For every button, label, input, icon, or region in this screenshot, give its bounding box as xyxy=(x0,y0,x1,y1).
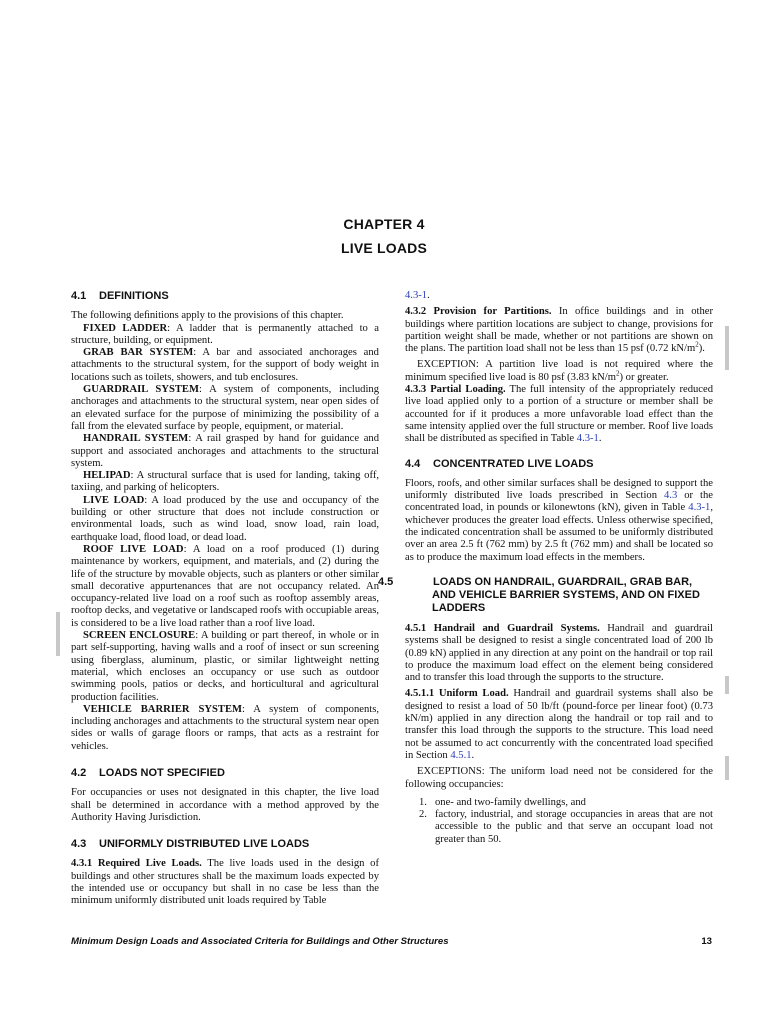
revision-bar xyxy=(725,326,729,370)
section-heading-4-3: 4.3 UNIFORMLY DISTRIBUTED LIVE LOADS xyxy=(71,838,310,851)
table-link-4-3-1[interactable]: 4.3-1 xyxy=(576,433,599,445)
paragraph-4-3-1: 4.3.1 Required Live Loads. The live loads used in the design of buildings and other structures shall be the maximum loads expected by the intended use or occupancy but shall in no case be less than the minimum uniformly distributed unit loads required by Table xyxy=(71,858,379,907)
definition-live-load: LIVE LOAD: A load produced by the use and occupancy of the building or other structure that does not include construction or environmental loads, such as wind load, snow load, rain load, earthquake load, ﬂood load, or dead load. xyxy=(71,494,379,543)
paragraph-4-3-1-continued: 4.3-1. xyxy=(405,290,430,301)
section-heading-4-4: 4.4 CONCENTRATED LIVE LOADS xyxy=(405,457,594,470)
exception-4-3-2: EXCEPTION: A partition live load is not required where the minimum speciﬁed live load is 80 psf (3.83 $kN/m^2$) or greater. xyxy=(405,359,713,383)
chapter-title: LIVE LOADS xyxy=(340,240,427,256)
definition-guardrail-system: GUARDRAIL SYSTEM: A system of components, including anchorages and attachments to the structural system, near open sides of an elevated surface for the purpose of minimizing the possibility of a fall from the elevated surface by people, equipment, or material. xyxy=(71,384,380,432)
section-heading-4-1: 4.1 DEFINITIONS xyxy=(71,290,169,302)
left-column xyxy=(71,290,379,912)
definition-grab-bar-system: GRAB BAR SYSTEM: A bar and associated anchorages and attachments to the structural system, for the support of body weight in locations such as toilets, showers, and tub enclosures. xyxy=(71,347,379,383)
revision-bar xyxy=(725,676,729,694)
definition-roof-live-load: ROOF LIVE LOAD: A load on a roof produced (1) during maintenance by workers, equipment, and materials, and (2) during the life of the structure by movable objects, such as planters or other similar small decorative appurtenances that are not occupancy related. An occupancy-related live load on a roof such as rooftop assembly areas, rooftop decks, and vegetative or landscaped roofs with occupiable areas, is considered to be a live load rather than a roof live load. xyxy=(71,543,379,629)
revision-bar xyxy=(725,756,729,780)
right-column xyxy=(378,290,713,846)
section-link-4-5-1[interactable]: 4.5.1 xyxy=(450,749,472,761)
section-heading-4-5: 4.5 LOADS ON HANDRAIL, GUARDRAIL, GRAB BAR, AND VEHICLE BARRIER SYSTEMS, AND ON FIXED LADDERS xyxy=(378,575,700,614)
table-link-4-3-1[interactable]: 4.3-1 xyxy=(405,290,428,301)
footer-title: Minimum Design Loads and Associated Criteria for Buildings and Other Structures xyxy=(71,936,449,947)
list-item: 1. one- and two-family dwellings, and xyxy=(419,796,586,808)
definition-fixed-ladder: FIXED LADDER: A ladder that is permanently attached to a structure, building, or equipment. xyxy=(71,322,379,346)
revision-bar xyxy=(56,612,60,656)
chapter-heading xyxy=(0,216,768,256)
page-footer xyxy=(71,936,712,947)
paragraph-4-5-1-1: 4.5.1.1 Uniform Load. Handrail and guardrail systems shall also be designed to resist a load of 50 lb/ft (pound-force per linear foot) (0.73 kN/m) applied in any direction along the handrail or top rail and to transfer this load through the supports to the structure. This load need not be assumed to act concurrently with the concentrated load speciﬁed in Section 4.5.1. xyxy=(405,688,713,761)
paragraph-4-3-3: 4.3.3 Partial Loading. The full intensity of the appropriately reduced live load applied only to a portion of a structure or member shall be accounted for if it produces a more unfavorable load effect than the same intensity applied over the full structure or member. Roof live loads shall be distributed as speciﬁed in Table 4.3-1. xyxy=(405,384,713,445)
chapter-label: CHAPTER 4 xyxy=(343,216,425,232)
section-link-4-3[interactable]: 4.3 xyxy=(664,490,678,502)
exceptions-list xyxy=(405,797,713,846)
paragraph-4-3-2: 4.3.2 Provision for Partitions. In ofﬁce buildings and in other buildings where partition locations are subject to change, provisions for partition weight shall be made, whether or not partitions are shown on the plans. The partition load shall not be less than 15 psf (0.72 $kN/m^2$). xyxy=(405,306,713,355)
list-item: 2. factory, industrial, and storage occupancies in areas that are not accessible to the public and that serve an occupant load not greater than 50. xyxy=(419,809,713,845)
section-4-2-text: For occupancies or uses not designated in this chapter, the live load shall be determined in accordance with a method approved by the Authority Having Jurisdiction. xyxy=(71,787,379,823)
definition-helipad: HELIPAD: A structural surface that is used for landing, taking off, taxiing, and parking of helicopters. xyxy=(71,470,379,494)
definition-screen-enclosure: SCREEN ENCLOSURE: A building or part thereof, in whole or in part self-supporting, having walls and a roof of insect or sun screening using ﬁberglass, aluminum, plastic, or similar lightweight netting material, which encloses an occupancy or use such as outdoor swimming pools, patios or decks, and horticultural and agricultural production facilities. xyxy=(71,630,379,703)
page-number: 13 xyxy=(701,936,712,947)
definition-handrail-system: HANDRAIL SYSTEM: A rail grasped by hand for guidance and support and associated anchorages and attachments to the structural system. xyxy=(71,433,380,469)
section-heading-4-2: 4.2 LOADS NOT SPECIFIED xyxy=(71,766,225,779)
section-4-4-text: Floors, roofs, and other similar surfaces shall be designed to support the uniformly distributed live loads prescribed in Section 4.3 or the concentrated load, in pounds or kilonewtons (kN), given in Table 4.3-1, whichever produces the greater load effects. Unless otherwise speciﬁed, the indicated concentration shall be assumed to be uniformly distributed over an area 2.5 ft (762 mm) by 2.5 ft (762 mm) and shall be located so as to produce the maximum load effects in the members. xyxy=(405,477,713,563)
definition-vehicle-barrier-system: VEHICLE BARRIER SYSTEM: A system of components, including anchorages and attachments to the structural system near open sides or walls of garage ﬂoors or ramps, that acts as a restraint for vehicles. xyxy=(71,703,379,752)
exceptions-4-5-1-1: EXCEPTIONS: The uniform load need not be considered for the following occupancies: xyxy=(405,766,713,790)
definitions-intro: The following deﬁnitions apply to the provisions of this chapter. xyxy=(71,310,344,322)
paragraph-4-5-1: 4.5.1 Handrail and Guardrail Systems. Handrail and guardrail systems shall be designed to resist a single concentrated load of 200 lb (0.89 kN) applied in any direction at any point on the handrail or top rail to produce the maximum load effect on the element being considered and to transfer this load through the supports to the structure. xyxy=(405,622,713,684)
table-link-4-3-1[interactable]: 4.3-1 xyxy=(688,502,711,514)
